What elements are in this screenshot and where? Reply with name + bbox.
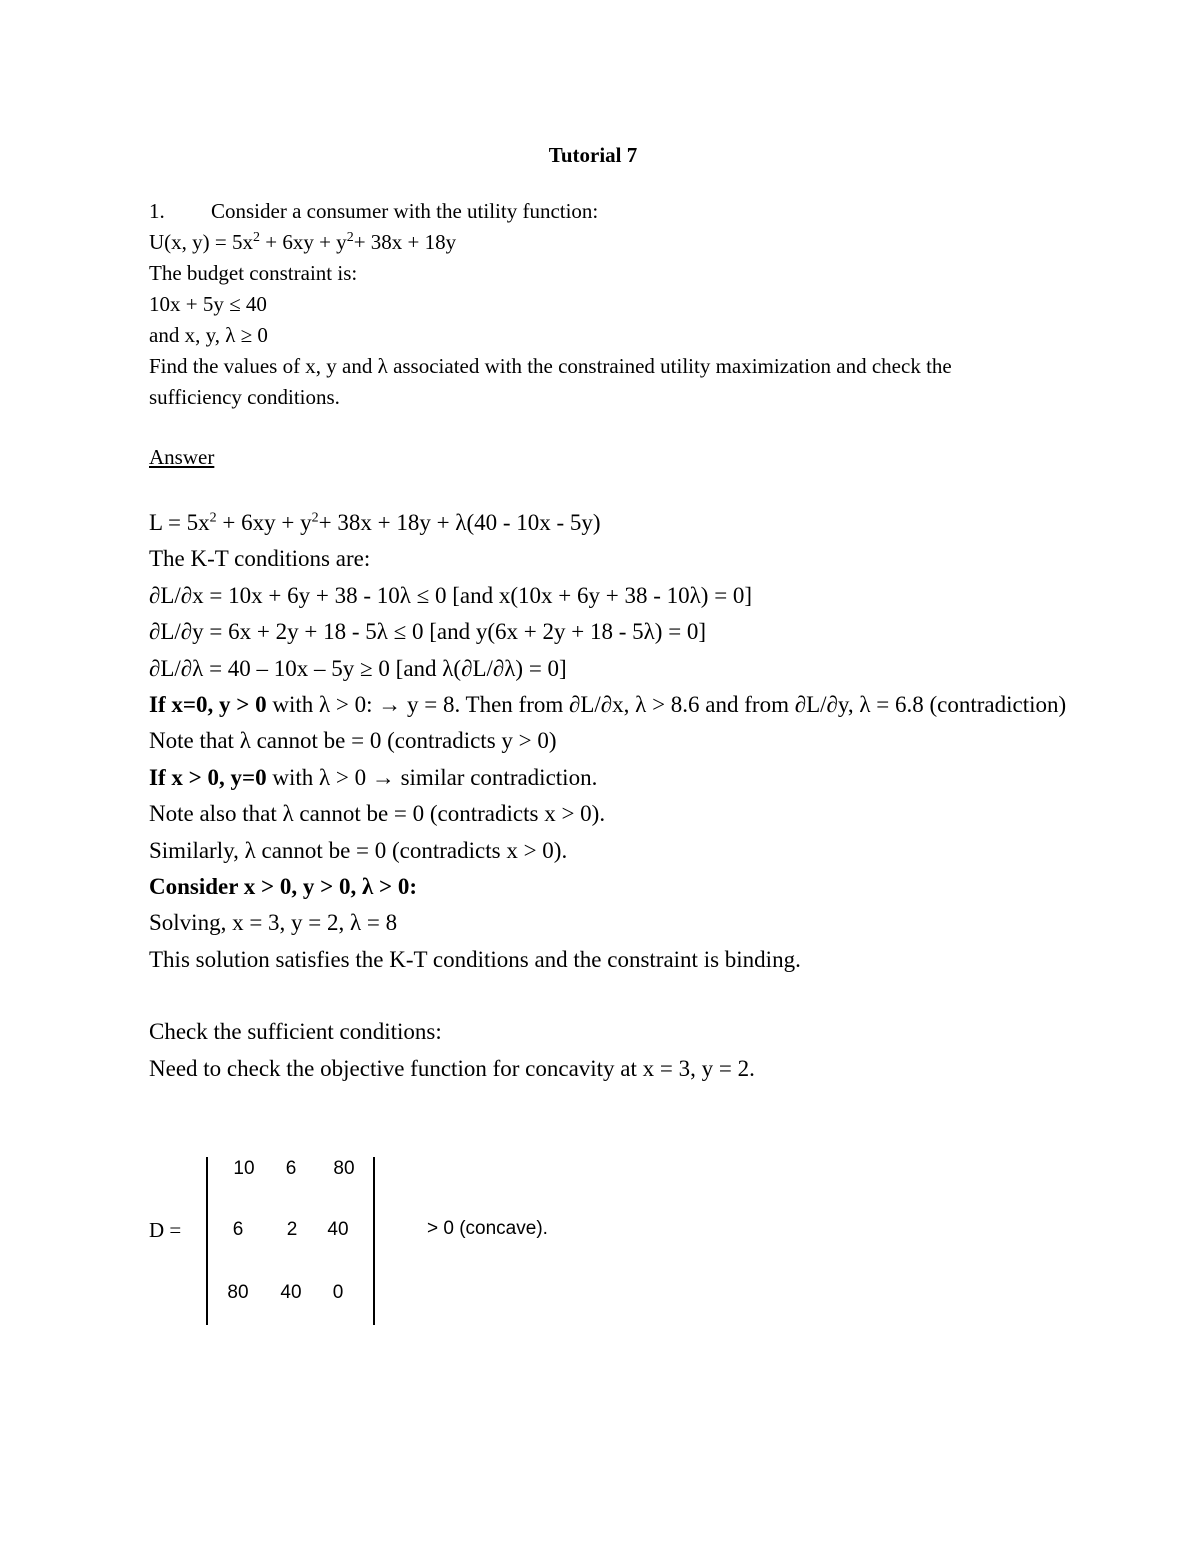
kt-heading: The K-T conditions are: xyxy=(149,546,371,572)
det-cell-r3c2: 40 xyxy=(280,1282,302,1303)
kt-condition-x: ∂L/∂x = 10x + 6y + 38 - 10λ ≤ 0 [and x(10x + 6y + 38 - 10λ) = 0] xyxy=(149,582,753,608)
kt-condition-lambda: ∂L/∂λ = 40 – 10x – 5y ≥ 0 [and λ(∂L/∂λ) = 0] xyxy=(149,655,567,681)
det-cell-r1c3: 80 xyxy=(333,1158,355,1179)
spacer xyxy=(149,978,1069,1014)
question-number: 1. xyxy=(149,199,165,223)
det-cell-r2c1: 6 xyxy=(232,1219,244,1240)
det-cell-r3c1: 80 xyxy=(227,1282,249,1303)
question-block xyxy=(149,196,1049,413)
solution-block xyxy=(149,505,1069,1087)
determinant-label: D = xyxy=(149,1218,182,1242)
lagrangian: $L = 5x^2 + 6xy + y^2+ 38x + 18y + \lambda(40 - 10x - 5y)$ xyxy=(149,510,601,535)
case-two: If x > 0, y=0 with λ > 0 → similar contradiction. xyxy=(149,764,598,790)
note-one: Note that λ cannot be = 0 (contradicts y > 0) xyxy=(149,728,557,754)
question-task: Find the values of x, y and λ associated with the constrained utility maximization and check the sufficiency conditions. xyxy=(149,354,952,409)
check-heading: Check the sufficient conditions: xyxy=(149,1019,442,1045)
nonnegativity: and x, y, λ ≥ 0 xyxy=(149,323,268,347)
determinant-note: > 0 (concave). xyxy=(427,1218,548,1239)
page-title: Tutorial 7 xyxy=(548,143,638,167)
det-cell-r1c2: 6 xyxy=(285,1158,297,1179)
determinant-left-bar xyxy=(206,1157,208,1325)
determinant-right-bar xyxy=(373,1157,375,1325)
det-cell-r2c3: 40 xyxy=(327,1219,349,1240)
question-intro-line xyxy=(149,196,1049,227)
case-one: If x=0, y > 0 with λ > 0: → y = 8. Then from ∂L/∂x, λ > 8.6 and from ∂L/∂y, λ = 6.8 (contradiction) xyxy=(149,692,1067,718)
solving-line: Solving, x = 3, y = 2, λ = 8 xyxy=(149,910,398,936)
det-cell-r3c3: 0 xyxy=(332,1282,344,1303)
satisfies-line: This solution satisfies the K-T conditions and the constraint is binding. xyxy=(149,946,801,972)
note-two: Note also that λ cannot be = 0 (contradicts x > 0). xyxy=(149,801,606,827)
note-three: Similarly, λ cannot be = 0 (contradicts x > 0). xyxy=(149,837,568,863)
concavity-line: Need to check the objective function for concavity at x = 3, y = 2. xyxy=(149,1055,755,1081)
det-cell-r2c2: 2 xyxy=(286,1219,298,1240)
det-cell-r1c1: 10 xyxy=(233,1158,255,1179)
answer-label: Answer xyxy=(149,445,215,469)
budget-constraint: 10x + 5y ≤ 40 xyxy=(149,292,267,316)
case-three: Consider x > 0, y > 0, λ > 0: xyxy=(149,874,418,900)
budget-label: The budget constraint is: xyxy=(149,261,358,285)
kt-condition-y: ∂L/∂y = 6x + 2y + 18 - 5λ ≤ 0 [and y(6x + 2y + 18 - 5λ) = 0] xyxy=(149,619,707,645)
utility-function: U(x, $y) = 5x^2 + 6xy + y^2+ 38x + 18y$ xyxy=(149,230,457,254)
question-intro: Consider a consumer with the utility function: xyxy=(211,199,599,223)
